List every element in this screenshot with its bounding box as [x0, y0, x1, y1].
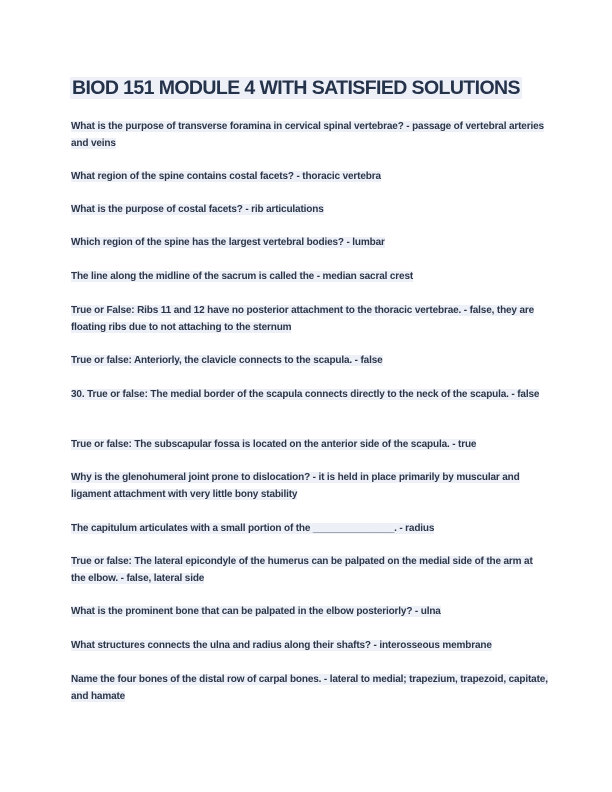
qa-item-1: What is the purpose of transverse foramina in cervical spinal vertebrae? - passage of vertebral arteries and veins [71, 121, 544, 149]
qa-item-13: What is the prominent bone that can be palpated in the elbow posteriorly? - ulna [71, 606, 441, 617]
qa-item-10: Why is the glenohumeral joint prone to dislocation? - it is held in place primarily by muscular and ligament attachment with very little bony stability [71, 472, 520, 500]
qa-item-15: Name the four bones of the distal row of carpal bones. - lateral to medial; trapezium, trapezoid, capitate, and hamate [71, 674, 548, 702]
qa-item-9: True or false: The subscapular fossa is located on the anterior side of the scapula. - true [71, 439, 477, 450]
qa-item-11: The capitulum articulates with a small portion of the _______________. - radius [71, 523, 435, 534]
qa-item-3: What is the purpose of costal facets? - rib articulations [71, 204, 324, 215]
document-title [70, 74, 542, 102]
qa-item-8: 30. True or false: The medial border of the scapula connects directly to the neck of the scapula. - false [71, 389, 540, 400]
document-title-text: BIOD 151 MODULE 4 WITH SATISFIED SOLUTIONS [72, 77, 520, 99]
qa-item-14: What structures connects the ulna and radius along their shafts? - interosseous membrane [71, 640, 492, 651]
qa-item-5: The line along the midline of the sacrum is called the - median sacral crest [71, 271, 414, 282]
qa-item-2: What region of the spine contains costal facets? - thoracic vertebra [71, 171, 381, 182]
qa-item-7: True or false: Anteriorly, the clavicle connects to the scapula. - false [71, 355, 383, 366]
qa-item-12: True or false: The lateral epicondyle of the humerus can be palpated on the medial side of the arm at the elbow. - false, lateral side [71, 556, 533, 584]
qa-item-6: True or False: Ribs 11 and 12 have no posterior attachment to the thoracic vertebrae. - false, they are floating ribs due to not attaching to the sternum [71, 305, 535, 333]
qa-item-4: Which region of the spine has the largest vertebral bodies? - lumbar [71, 237, 385, 248]
